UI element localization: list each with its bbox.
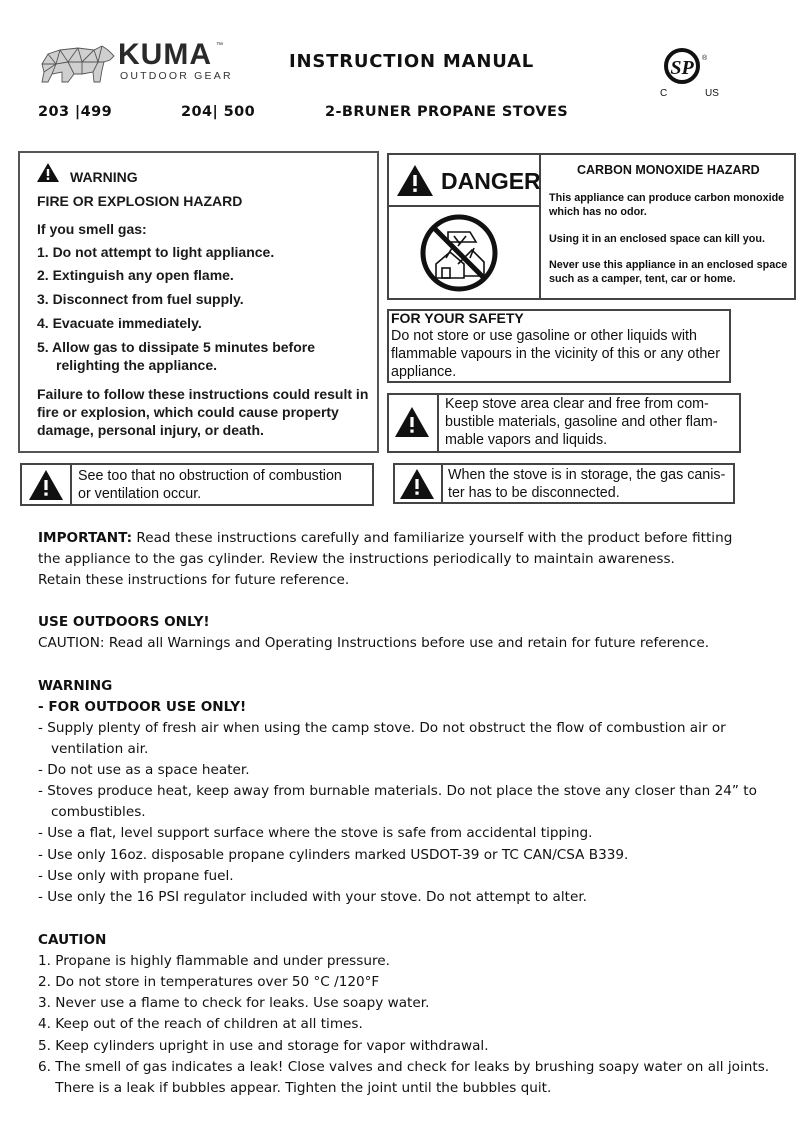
warning-line: combustibles.: [38, 804, 146, 820]
storage-text: When the stove is in storage, the gas canis-: [448, 467, 726, 483]
warning-step-continued: relighting the appliance.: [56, 357, 218, 373]
smell-gas-intro: If you smell gas:: [37, 221, 147, 237]
warning-triangle-icon: [394, 406, 430, 438]
failure-notice: damage, personal injury, or death.: [37, 422, 264, 438]
caution-line: 2. Do not store in temperatures over 50 °C /120°F: [38, 974, 380, 990]
keep-clear-text: mable vapors and liquids.: [445, 432, 608, 448]
caution-heading: CAUTION: [38, 932, 107, 948]
important-text: Retain these instructions for future reference.: [38, 572, 350, 588]
manual-title: INSTRUCTION MANUAL: [289, 51, 535, 72]
outdoors-heading: USE OUTDOORS ONLY!: [38, 614, 210, 630]
divider: [70, 463, 72, 506]
csa-us-label: US: [705, 88, 719, 99]
warning-step: 4. Evacuate immediately.: [37, 315, 202, 331]
outdoors-caution: CAUTION: Read all Warnings and Operating Instructions before use and retain for future reference.: [38, 635, 710, 651]
divider: [387, 205, 540, 207]
warning-line: - Use only 16oz. disposable propane cylinders marked USDOT-39 or TC CAN/CSA B339.: [38, 847, 629, 863]
failure-notice: fire or explosion, which could cause property: [37, 404, 339, 420]
hazard-title: FIRE OR EXPLOSION HAZARD: [37, 193, 243, 209]
outdoor-use-subheading: - FOR OUTDOOR USE ONLY!: [38, 699, 247, 715]
caution-line: There is a leak if bubbles appear. Tighten the joint until the bubbles quit.: [38, 1080, 552, 1096]
warning-line: - Do not use as a space heater.: [38, 762, 250, 778]
bear-logo-icon: [38, 42, 116, 86]
warning-line: - Supply plenty of fresh air when using the camp stove. Do not obstruct the flow of combustion air or: [38, 720, 726, 736]
caution-line: 4. Keep out of the reach of children at all times.: [38, 1016, 363, 1032]
warning-line: - Use only with propane fuel.: [38, 868, 234, 884]
keep-clear-text: bustible materials, gasoline and other flam-: [445, 414, 718, 430]
caution-line: 1. Propane is highly flammable and under pressure.: [38, 953, 390, 969]
warning-triangle-icon: [28, 469, 64, 501]
brand-subtitle: OUTDOOR GEAR: [120, 70, 233, 82]
warning-line: - Use a flat, level support surface where the stove is safe from accidental tipping.: [38, 825, 593, 841]
obstruction-text: See too that no obstruction of combustion: [78, 468, 342, 484]
important-paragraph: [38, 528, 732, 549]
warning-line: - Stoves produce heat, keep away from burnable materials. Do not place the stove any closer than 24” to: [38, 783, 757, 799]
warning-step: 1. Do not attempt to light appliance.: [37, 244, 275, 260]
caution-line: 6. The smell of gas indicates a leak! Close valves and check for leaks by brushing soapy water on all joints.: [38, 1059, 770, 1075]
csa-certification-icon: [662, 44, 710, 92]
keep-clear-text: Keep stove area clear and free from com-: [445, 396, 709, 412]
co-text: This appliance can produce carbon monoxide: [549, 192, 785, 204]
divider: [437, 393, 439, 453]
important-text: the appliance to the gas cylinder. Review the instructions periodically to maintain awareness.: [38, 551, 675, 567]
warning-line: ventilation air.: [38, 741, 149, 757]
co-text: which has no odor.: [549, 206, 647, 218]
danger-heading: DANGER: [441, 168, 541, 194]
warning-section-heading: WARNING: [38, 678, 113, 694]
safety-text: Do not store or use gasoline or other liquids with: [391, 328, 697, 344]
important-text: Read these instructions carefully and familiarize yourself with the product before fitting: [132, 530, 733, 546]
warning-triangle-icon: [399, 468, 435, 500]
warning-line: - Use only the 16 PSI regulator included with your stove. Do not attempt to alter.: [38, 889, 588, 905]
failure-notice: Failure to follow these instructions could result in: [37, 386, 369, 402]
csa-c-label: C: [660, 88, 668, 99]
obstruction-text: or ventilation occur.: [78, 486, 202, 502]
storage-text: ter has to be disconnected.: [448, 485, 620, 501]
warning-step: 5. Allow gas to dissipate 5 minutes before: [37, 339, 315, 355]
important-label: IMPORTANT:: [38, 530, 133, 546]
csa-registered: ®: [702, 55, 708, 62]
warning-heading: WARNING: [70, 169, 138, 185]
co-text: Never use this appliance in an enclosed space: [549, 259, 788, 271]
warning-step: 3. Disconnect from fuel supply.: [37, 291, 244, 307]
warning-step: 2. Extinguish any open flame.: [37, 267, 234, 283]
divider: [441, 463, 443, 504]
co-text: such as a camper, tent, car or home.: [549, 273, 736, 285]
product-name: 2-BRUNER PROPANE STOVES: [325, 104, 569, 120]
co-text: Using it in an enclosed space can kill you.: [549, 233, 766, 245]
danger-triangle-icon: [396, 164, 434, 197]
safety-text: appliance.: [391, 364, 457, 380]
safety-text: flammable vapours in the vicinity of this or any other: [391, 346, 720, 362]
model-number-1: 203 |499: [38, 104, 113, 120]
brand-name: KUMA: [118, 38, 212, 71]
co-hazard-title: CARBON MONOXIDE HAZARD: [577, 163, 760, 177]
safety-title: FOR YOUR SAFETY: [391, 310, 524, 326]
warning-triangle-icon: [36, 162, 60, 183]
caution-line: 3. Never use a flame to check for leaks. Use soapy water.: [38, 995, 430, 1011]
csa-mark: SP: [670, 57, 694, 79]
no-enclosed-space-icon: [418, 212, 500, 294]
brand-trademark: ™: [216, 42, 223, 49]
model-number-2: 204| 500: [181, 104, 256, 120]
caution-line: 5. Keep cylinders upright in use and storage for vapor withdrawal.: [38, 1038, 489, 1054]
